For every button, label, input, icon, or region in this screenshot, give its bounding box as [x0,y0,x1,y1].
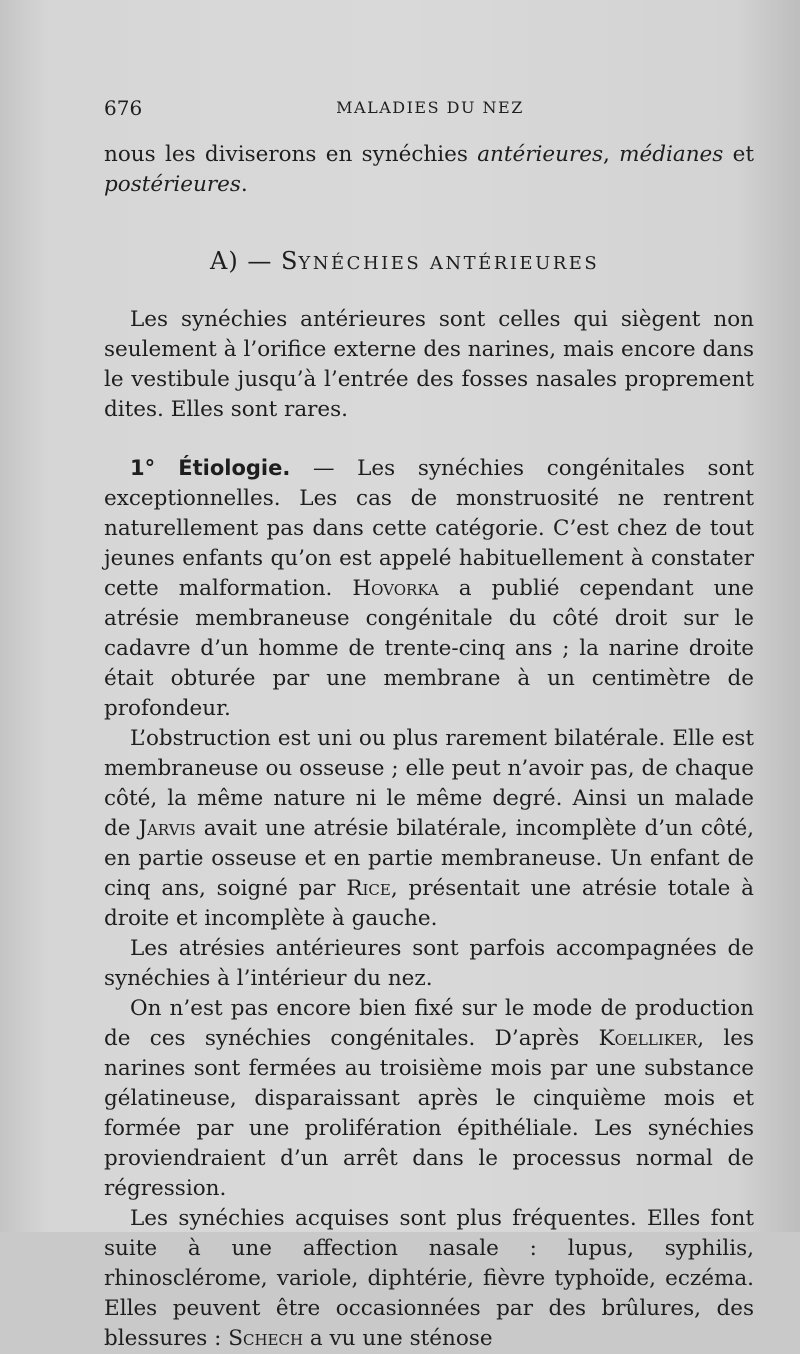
term-posterieures: postérieures [104,172,241,197]
running-title: MALADIES DU NEZ [336,98,524,117]
atresies-paragraph: Les atrésies antérieures sont parfois accompagnées de synéchies à l’intérieur du nez. [104,936,754,991]
production-paragraph: On n’est pas encore bien fixé sur le mode de production de ces synéchies congénitales. D’après Koelliker, les narines sont fermées au troisième mois par une substance gélatineuse, disparaissant après le cinquième mois et formée par une prolifération épithéliale. Les synéchies proviendraient d’un arrêt dans le processus normal de régression. [104,996,754,1201]
author-jarvis: Jarvis [138,816,196,841]
author-rice: Rice [346,876,391,901]
author-hovorka: Hovorka [352,576,439,601]
term-medianes: médianes [619,142,724,167]
etiologie-paragraph: 1° Étiologie. — Les synéchies congénitales sont exceptionnelles. Les cas de monstruosité ne rentrent naturellement pas dans cette catégorie. C’est chez de tout jeunes enfants qu’on est appelé habituellement à constater cette malformation. Hovorka a publié cependant une atrésie membraneuse congénitale du côté droit sur le cadavre d’un homme de trente-cinq ans ; la narine droite était obturée par une membrane à un centimètre de profondeur. [104,456,754,721]
term-anterieures: antérieures [477,142,603,167]
page-header [104,96,756,126]
section-heading-prefix: A) — [210,247,281,275]
author-schech: Schech [228,1326,304,1351]
page-number: 676 [104,96,143,120]
section-heading: A) — SYNÉCHIES ANTÉRIEURES [210,247,600,275]
obstruction-paragraph: L’obstruction est uni ou plus rarement bilatérale. Elle est membraneuse ou osseuse ; elle peut n’avoir pas, de chaque côté, la même nature ni le même degré. Ainsi un malade de Jarvis avait une atrésie bilatérale, incomplète d’un côté, en partie osseuse et en partie membraneuse. Un enfant de cinq ans, soigné par Rice, présentait une atrésie totale à droite et incomplète à gauche. [104,726,754,931]
intro-paragraph: nous les diviserons en synéchies antérieures, médianes et postérieures. [104,142,754,197]
author-koelliker: Koelliker [598,1026,698,1051]
page-body [104,140,754,1354]
definition-paragraph: Les synéchies antérieures sont celles qui siègent non seulement à l’orifice externe des narines, mais encore dans le vestibule jusqu’à l’entrée des fosses nasales proprement dites. Elles sont rares. [104,307,754,422]
etiologie-heading: 1° Étiologie. [130,456,291,480]
acquises-paragraph: Les synéchies acquises sont plus fréquentes. Elles font suite à une affection nasale : lupus, syphilis, rhinosclérome, variole, diphtérie, fièvre typhoïde, eczéma. Elles peuvent être occasionnées par des brûlures, des blessures : Schech a vu une sténose [104,1206,754,1351]
